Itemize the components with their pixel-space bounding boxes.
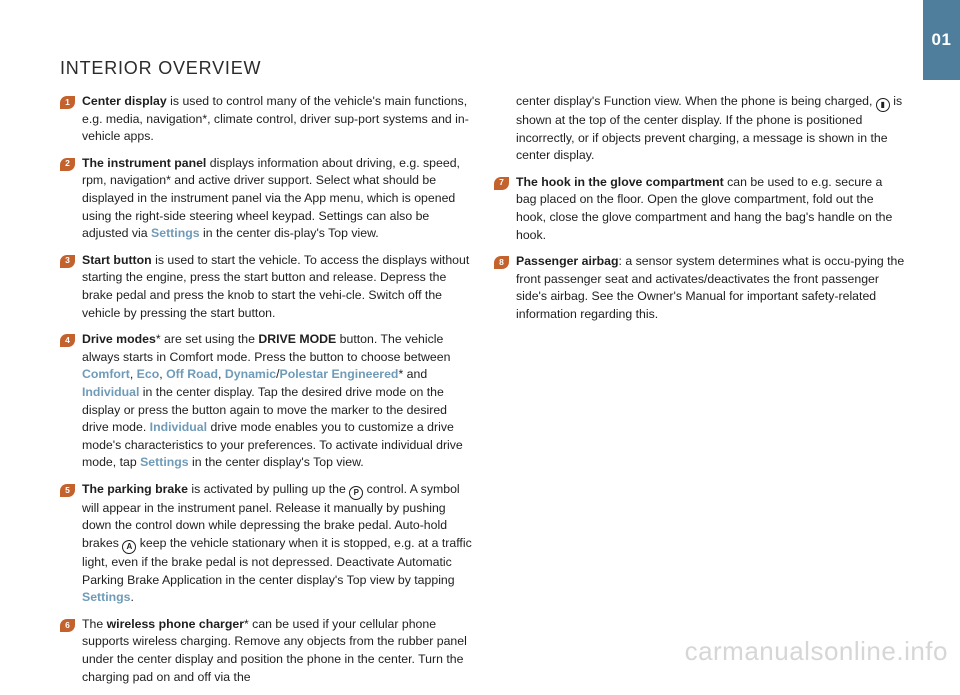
mode-off-road: Off Road [166, 367, 218, 382]
page-title: INTERIOR OVERVIEW [60, 58, 262, 78]
item-start-button [65, 252, 472, 322]
item-passenger-airbag [499, 253, 906, 323]
item-text: displays information about driving, e.g. speed, rpm, navigation* and active driver support. Select what should be displayed in the instrument panel via the App menu, which is opened using the right-side steering wheel keypad. Settings can also be adjusted via [82, 155, 460, 241]
separator: , [159, 367, 167, 382]
chapter-tab: 01 [923, 0, 960, 80]
item-number-badge: 4 [60, 334, 75, 347]
item-text: is used to start the vehicle. To access the displays without starting the engine, press the start button and release. Depress the brake pedal and press the knob to start the vehi-cle. Switch off the vehicle by pressing the start button. [82, 252, 470, 320]
separator: / [276, 367, 280, 382]
item-text: keep the vehicle stationary when it is stopped, e.g. at a traffic light, even if the brake pedal is not depressed. Deactivate Automatic Parking Brake Application in the center display's Top view by tapping [82, 536, 472, 587]
item-number-badge: 5 [60, 484, 75, 497]
item-number-badge: 6 [60, 619, 75, 632]
item-glove-hook [499, 174, 906, 244]
item-drive-modes [65, 331, 472, 472]
item-text: control. A symbol will appear in the instrument panel. Release it manually by pushing down the control down while depressing the brake pedal. Auto-hold brakes [82, 481, 460, 551]
item-lead: Center display [82, 94, 167, 108]
mode-eco: Eco [136, 367, 160, 382]
separator: , [129, 367, 137, 382]
drive-mode-button-label: DRIVE MODE [258, 332, 337, 347]
settings-link: Settings [140, 455, 189, 470]
item-text: : a sensor system determines what is occu-pying the front passenger seat and activates/deactivates the front passenger side's airbag. See the Owner's Manual for important safety-related information regarding this. [516, 254, 905, 321]
parking-brake-icon: P [349, 486, 363, 500]
mode-comfort: Comfort [82, 367, 130, 382]
item-lead: The hook in the glove compartment [516, 174, 724, 189]
item-text: in the center display. Tap the desired drive mode on the display or press the button again to move the marker to the desired drive mode. [82, 384, 448, 435]
item-instrument-panel [65, 155, 472, 243]
item-number-badge: 7 [494, 177, 509, 190]
settings-link: Settings [82, 590, 131, 605]
right-column [499, 93, 906, 333]
item-text: can be used to e.g. secure a bag placed on the floor. Open the glove compartment, fold out the hook, close the glove compartment and hang the bag's handle on the hook. [516, 174, 893, 242]
phone-charging-icon: ▮ [876, 98, 890, 112]
item-text: * are set using the [155, 332, 259, 347]
mode-dynamic: Dynamic [224, 367, 277, 382]
item-lead: The instrument panel [82, 155, 207, 170]
item-wireless-charger [65, 616, 472, 686]
item-number-badge: 2 [60, 158, 75, 171]
item-number-badge: 1 [60, 96, 75, 109]
item-number-badge: 3 [60, 255, 75, 268]
separator: , [218, 367, 225, 382]
item-lead: Drive modes [82, 332, 156, 347]
mode-individual: Individual [149, 420, 208, 435]
item-text: in the center display's Top view. [188, 455, 364, 470]
item-text: The [82, 616, 107, 631]
item-lead: wireless phone charger [106, 616, 244, 631]
left-column [65, 93, 472, 695]
item-number-badge: 8 [494, 256, 509, 269]
settings-link: Settings [151, 226, 200, 241]
item-parking-brake [65, 481, 472, 607]
item-text: is used to control many of the vehicle's main functions, e.g. media, navigation*, climate control, driver sup-port systems and in-vehicle apps. [82, 94, 469, 144]
item-text: is activated by pulling up the [187, 481, 350, 496]
item-lead: Passenger airbag [516, 254, 619, 269]
item-wireless-charger-continued [516, 93, 906, 165]
item-lead: Start button [82, 252, 152, 267]
item-text: center display's Function view. When the phone is being charged, [516, 94, 876, 108]
mode-polestar-engineered: Polestar Engineered [279, 367, 399, 382]
item-text: . [130, 590, 134, 605]
item-lead: The parking brake [82, 481, 188, 496]
item-text: * can be used if your cellular phone supports wireless charging. Remove any objects from the rubber panel under the center display and position the phone in the center. Turn the charging pad on and off via the [82, 616, 467, 684]
item-text: button. The vehicle always starts in Comfort mode. Press the button to choose between [82, 332, 451, 364]
item-text: is shown at the top of the center display. If the phone is positioned incorrectly, or if objects prevent charging, a message is shown in the center display. [516, 94, 903, 163]
watermark: carmanualsonline.info [684, 636, 948, 666]
item-center-display [65, 93, 472, 146]
mode-individual: Individual [82, 384, 140, 399]
item-text: * and [398, 367, 428, 382]
item-text: in the center dis-play's Top view. [199, 226, 379, 241]
item-text: drive mode enables you to customize a drive mode's characteristics to your preferences. To activate individual drive mode, tap [82, 420, 463, 470]
auto-hold-icon: A [122, 540, 136, 554]
